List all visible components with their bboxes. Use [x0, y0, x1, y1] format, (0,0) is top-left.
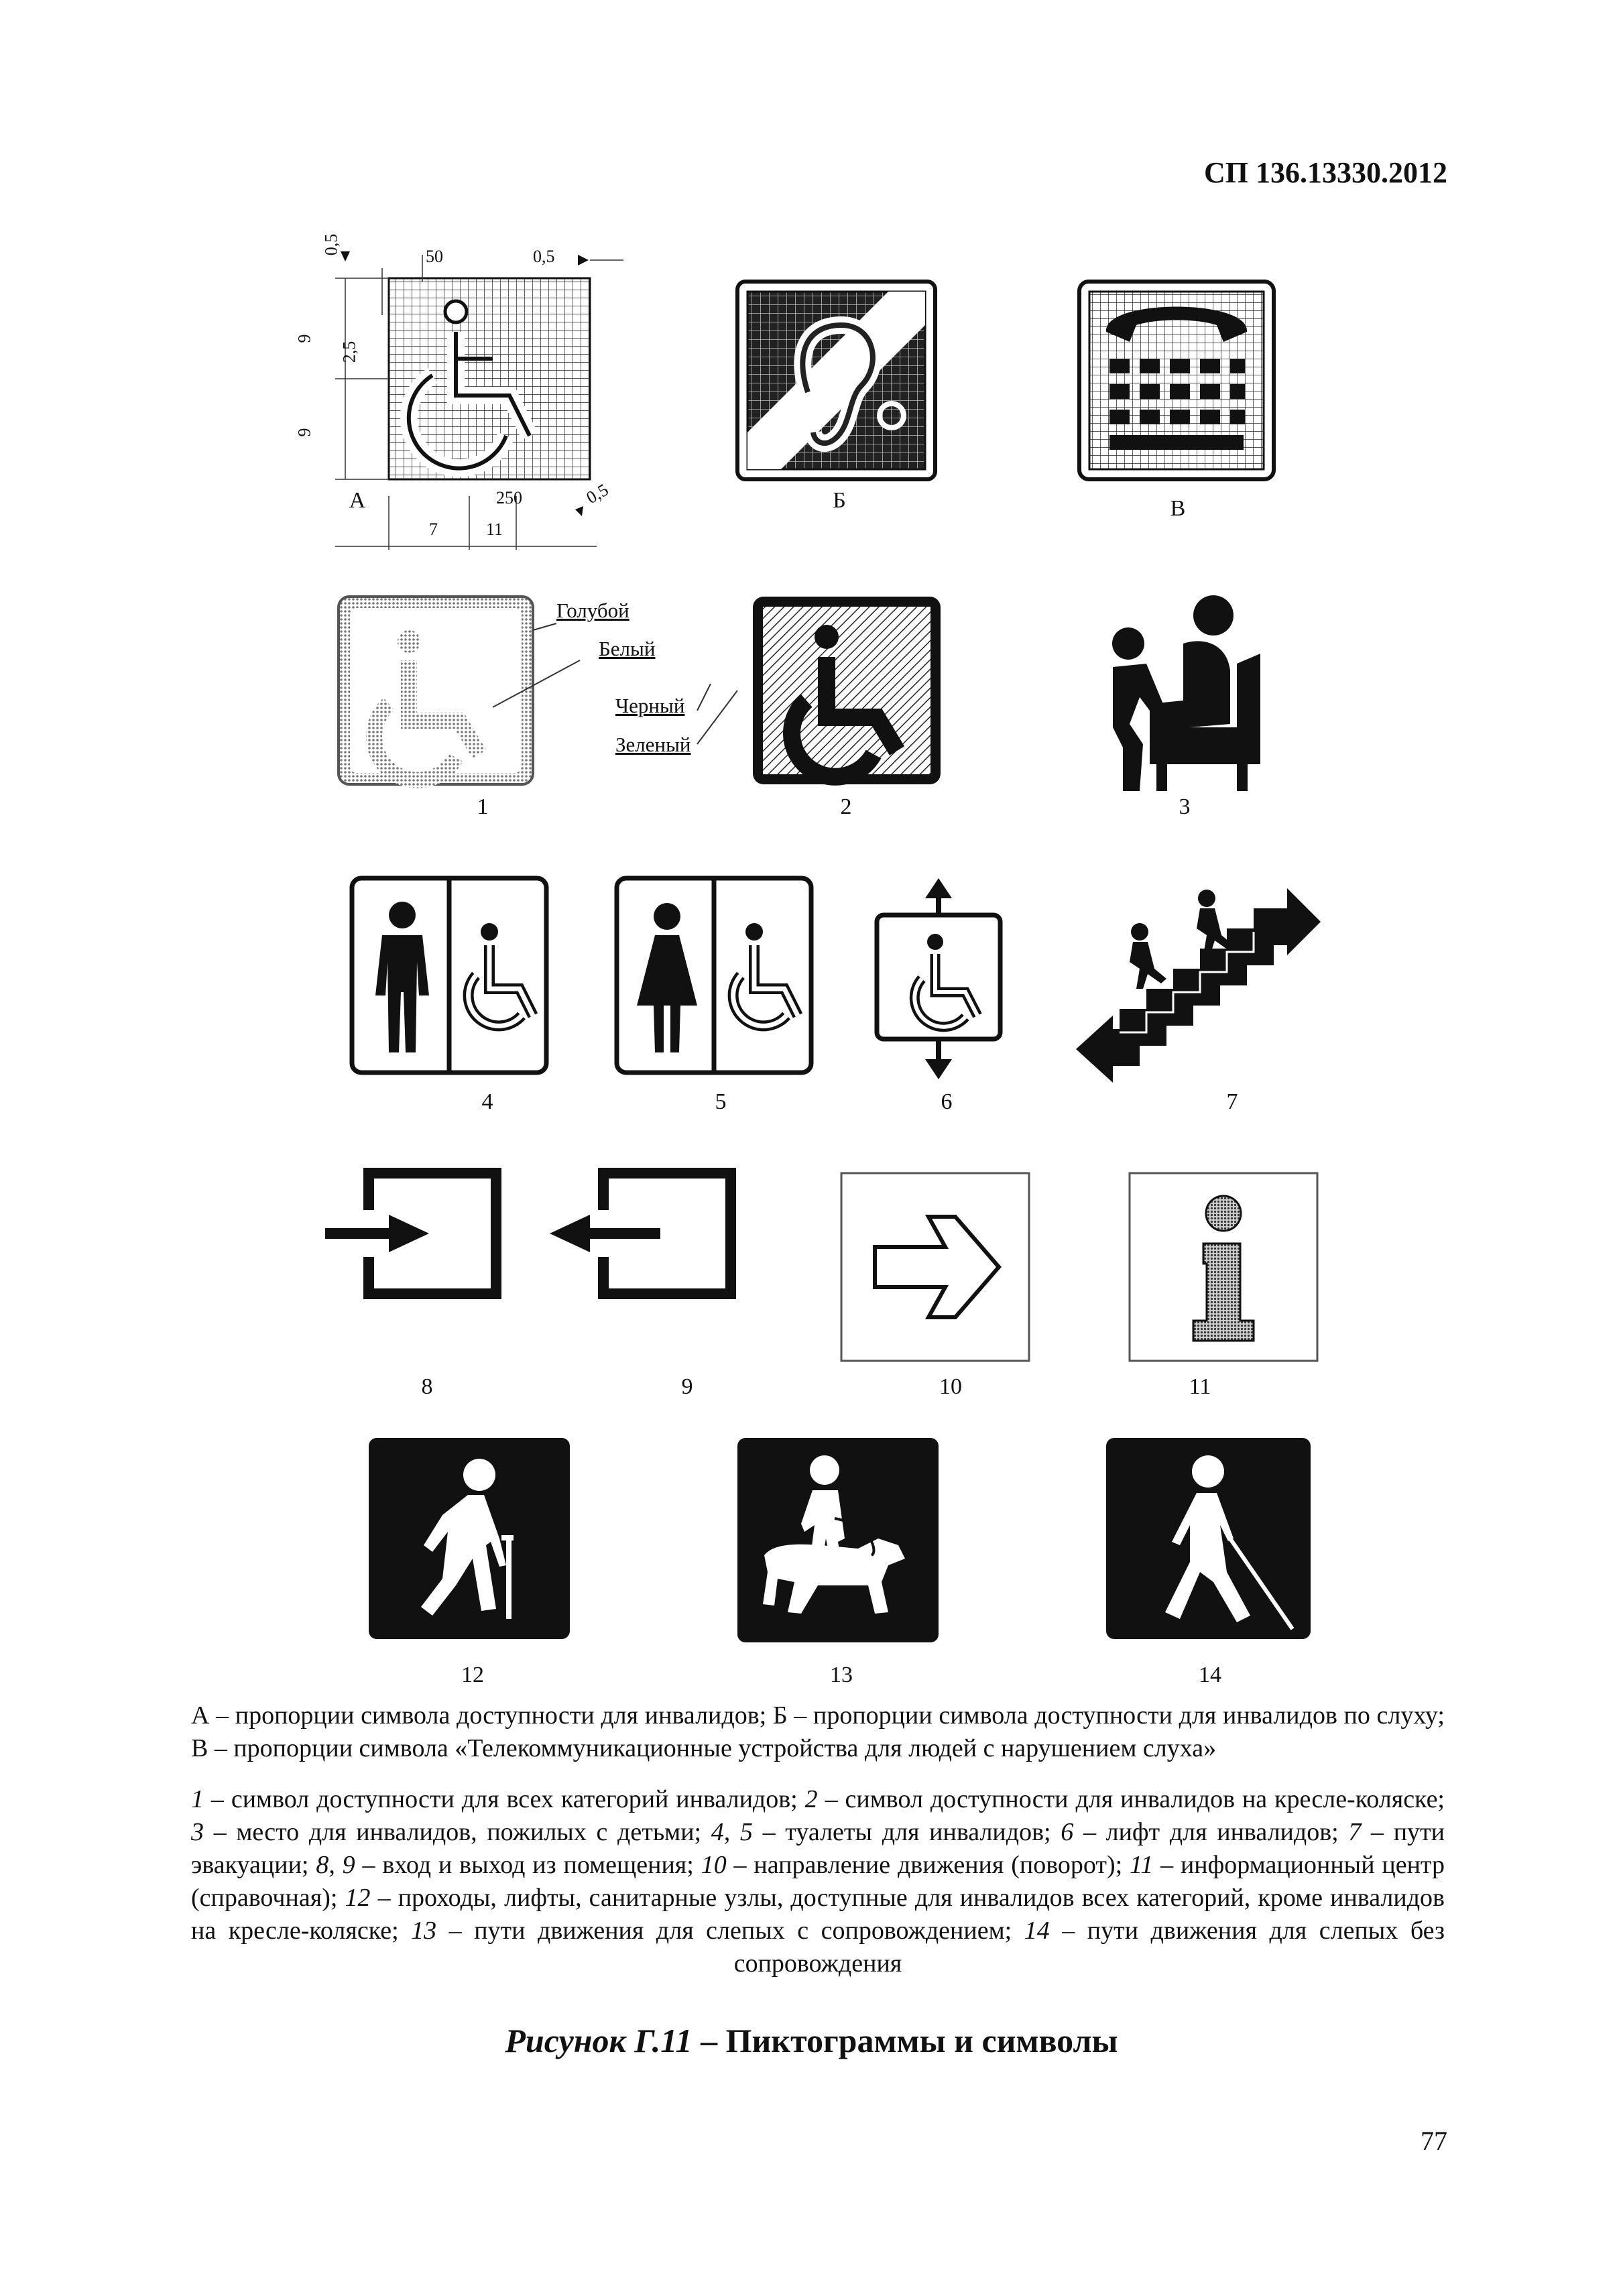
evacuation-route-icon — [1073, 882, 1327, 1083]
label-1: 1 — [477, 794, 489, 819]
label-14: 14 — [1199, 1663, 1221, 1687]
legend-text-11: – пути движения для слепых с сопровождением; — [436, 1917, 1024, 1945]
figure-title-rest: – Пиктограммы и символы — [692, 2022, 1118, 2059]
blind-with-white-cane-icon — [1106, 1438, 1311, 1639]
legend-text-6: – пути эвакуации; — [191, 1818, 1445, 1879]
legend-num-10: 12 — [345, 1884, 371, 1912]
priority-seat-icon — [1103, 590, 1270, 794]
dim-9-upper: 9 — [294, 334, 314, 343]
teletypewriter-icon — [1076, 278, 1277, 483]
legend-text-2: – символ доступности для инвалидов на кресле-коляске; — [817, 1785, 1445, 1813]
dim-9-lower: 9 — [294, 428, 314, 437]
toilet-women-accessible-icon — [613, 875, 815, 1076]
label-2: 2 — [840, 794, 852, 819]
legend-num-11: 13 — [411, 1917, 437, 1945]
label-4: 4 — [481, 1089, 493, 1114]
dim-05-right: 0,5 — [533, 247, 555, 266]
legend-num-8: 10 — [701, 1851, 727, 1879]
dim-50: 50 — [426, 247, 443, 266]
label-11: 11 — [1189, 1374, 1211, 1399]
dim-11: 11 — [486, 520, 503, 539]
label-v: В — [1170, 496, 1186, 521]
callout-black: Черный — [615, 694, 685, 717]
callout-blue: Голубой — [556, 599, 629, 622]
accessible-lift-icon — [871, 875, 1006, 1083]
label-13: 13 — [830, 1663, 853, 1687]
legend-text-3: – место для инвалидов, пожилых с детьми; — [204, 1818, 711, 1846]
legend-num-5: 6 — [1061, 1818, 1074, 1846]
dim-7: 7 — [429, 520, 438, 539]
hearing-impaired-icon — [734, 278, 939, 483]
label-7: 7 — [1226, 1089, 1238, 1114]
legend-num-7: 8, 9 — [316, 1851, 355, 1879]
legend-num-4: 4, 5 — [711, 1818, 753, 1846]
document-code: СП 136.13330.2012 — [1204, 156, 1447, 189]
label-8: 8 — [421, 1374, 433, 1399]
dim-250: 250 — [496, 488, 522, 507]
legend-numbers — [191, 1783, 1445, 1980]
legend-num-1: 1 — [191, 1785, 204, 1813]
legend-text-1: – символ доступности для всех категорий инвалидов; — [204, 1785, 805, 1813]
walking-with-cane-icon — [369, 1438, 570, 1639]
legend-letters: А – пропорции символа доступности для инвалидов; Б – пропорции символа доступности для инвалидов по слуху; В – пропорции символа «Телекоммуникационные устройства для людей с нарушением слуха» — [191, 1701, 1445, 1762]
callout-green: Зеленый — [615, 733, 691, 756]
label-9: 9 — [681, 1374, 693, 1399]
toilet-men-accessible-icon — [349, 875, 550, 1076]
label-5: 5 — [715, 1089, 727, 1114]
figure-title — [0, 2021, 1623, 2060]
direction-arrow-icon — [838, 1170, 1032, 1364]
information-icon — [1126, 1170, 1321, 1364]
label-3: 3 — [1179, 794, 1191, 819]
exit-icon — [546, 1166, 734, 1301]
legend-text-12: – пути движения для слепых без сопровождения — [733, 1917, 1445, 1978]
legend-num-9: 11 — [1130, 1851, 1154, 1879]
dim-25: 2,5 — [339, 341, 359, 363]
wheelchair-accessibility-icon — [749, 593, 944, 788]
blind-with-guide-dog-icon — [737, 1438, 939, 1642]
legend-num-12: 14 — [1024, 1917, 1050, 1945]
label-b: Б — [833, 488, 846, 513]
entrance-icon — [322, 1166, 503, 1301]
dim-05-bottom: 0,5 — [583, 479, 612, 508]
label-10: 10 — [939, 1374, 962, 1399]
label-a: А — [349, 488, 366, 513]
callout-white: Белый — [599, 637, 656, 660]
page-number: 77 — [1421, 2126, 1447, 2156]
legend-num-6: 7 — [1348, 1818, 1362, 1846]
label-12: 12 — [461, 1663, 484, 1687]
legend-num-2: 2 — [804, 1785, 818, 1813]
label-6: 6 — [941, 1089, 953, 1114]
legend-text-8: – направление движения (поворот); — [726, 1851, 1130, 1879]
legend-text-4: – туалеты для инвалидов; — [752, 1818, 1061, 1846]
legend-num-3: 3 — [191, 1818, 204, 1846]
legend-text-7: – вход и выход из помещения; — [355, 1851, 701, 1879]
legend-text-9: – информационный центр (справочная); — [191, 1851, 1445, 1912]
legend-text-5: – лифт для инвалидов; — [1073, 1818, 1349, 1846]
dim-top-05: 0,5 — [321, 233, 341, 256]
figure-title-prefix: Рисунок Г.11 — [505, 2022, 693, 2059]
legend-text-10: – проходы, лифты, санитарные узлы, доступные для инвалидов всех категорий, кроме инвалидов на кресле-коляске; — [191, 1884, 1445, 1945]
